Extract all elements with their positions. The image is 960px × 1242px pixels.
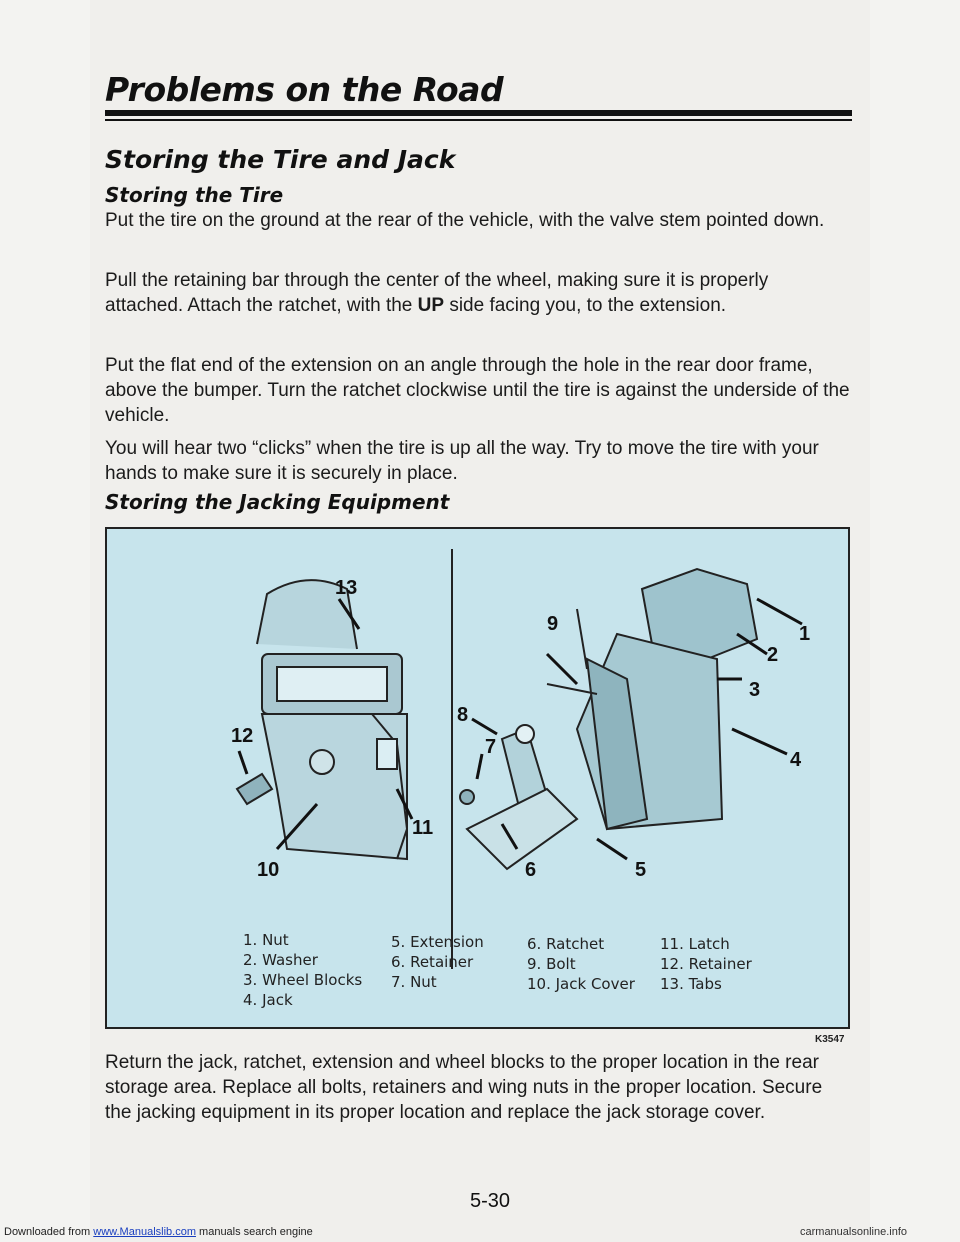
subsection-title-tire: Storing the Tire (105, 183, 284, 207)
paragraph-3: Put the flat end of the extension on an angle through the hole in the rear door frame, above the bumper. Turn the ratchet clockwise until the tire is against the underside of the vehicle. (105, 355, 850, 426)
legend-item: 13. Tabs (660, 975, 722, 993)
manualslib-link[interactable]: www.Manualslib.com (93, 1226, 196, 1238)
legend-column-2 (391, 932, 484, 992)
subsection-title-jacking: Storing the Jacking Equipment (105, 490, 450, 514)
download-footer: Downloaded from www.Manualslib.com manuals search engine (4, 1226, 313, 1238)
figure-code: K3547 (815, 1034, 845, 1045)
watermark-text: carmanualsonline.info (800, 1226, 908, 1238)
paragraph-2-bold: UP (417, 295, 445, 316)
legend-item: 10. Jack Cover (527, 975, 635, 993)
section-title: Storing the Tire and Jack (105, 145, 456, 174)
callout-9: 9 (547, 613, 559, 635)
callout-10: 10 (257, 859, 280, 881)
legend-item: 4. Jack (243, 991, 293, 1009)
header-rule-thick (105, 110, 852, 116)
paragraph-4: You will hear two “clicks” when the tire is up all the way. Try to move the tire with your hands to make sure it is securely in place. (105, 438, 819, 484)
legend-item: 3. Wheel Blocks (243, 971, 363, 989)
callout-4: 4 (790, 749, 802, 771)
legend-item: 9. Bolt (527, 955, 576, 973)
callout-11: 11 (412, 817, 434, 839)
legend-column-4 (660, 934, 752, 994)
jacking-equipment-figure (105, 527, 850, 1029)
page-header-title: Problems on the Road (105, 70, 504, 109)
page-number: 5-30 (470, 1190, 511, 1212)
paragraph-2: Pull the retaining bar through the center of the wheel, making sure it is properly attached. Attach the ratchet, with the UP side facing you, to the extension. (105, 270, 769, 316)
callout-2: 2 (767, 644, 779, 666)
legend-item: 6. Ratchet (527, 935, 605, 953)
paragraph-1: Put the tire on the ground at the rear of the vehicle, with the valve stem pointed down. (105, 210, 825, 231)
callout-8: 8 (457, 704, 469, 726)
legend-item: 6. Retainer (391, 953, 474, 971)
legend-item: 7. Nut (391, 973, 437, 991)
legend-item: 1. Nut (243, 931, 289, 949)
legend-item: 2. Washer (243, 951, 318, 969)
callout-3: 3 (749, 679, 761, 701)
callout-6: 6 (525, 859, 537, 881)
callout-7: 7 (485, 736, 497, 758)
legend-item: 12. Retainer (660, 955, 752, 973)
legend-item: 5. Extension (391, 933, 484, 951)
legend-column-3 (527, 934, 635, 994)
paragraph-5: Return the jack, ratchet, extension and wheel blocks to the proper location in the rear storage area. Replace all bolts, retainers and wing nuts in the proper location. Secure the jacking equipment in its proper location and replace the jack storage cover. (105, 1052, 823, 1123)
callout-1: 1 (799, 623, 811, 645)
legend-column-1 (243, 930, 362, 1010)
header-rule-thin (105, 119, 852, 121)
callout-5: 5 (635, 859, 647, 881)
callout-12: 12 (231, 725, 254, 747)
legend-item: 11. Latch (660, 935, 730, 953)
callout-13: 13 (335, 577, 358, 599)
